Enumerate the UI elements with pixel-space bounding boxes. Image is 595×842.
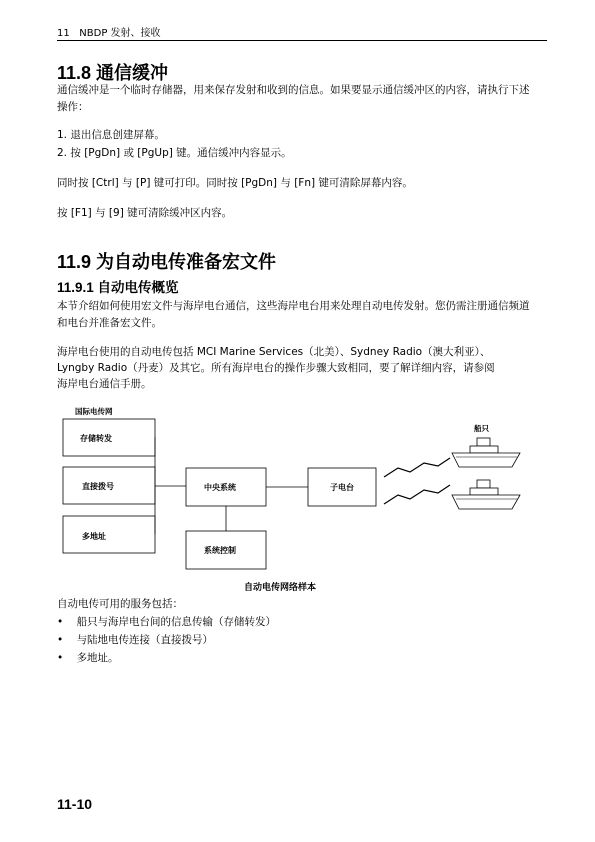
section-11-9-para2-line2: Lyngby Radio（丹麦）及其它。所有海岸电台的操作步骤大致相同，要了解详细内容，请参阅 [57,362,495,374]
sub-station-label: 子电台 [330,483,354,492]
section-11-9-para1: 本节介绍如何使用宏文件与海岸电台通信，这些海岸电台用来处理自动电传发射。您仍需注册通信频道和电台并准备宏文件。 [57,300,530,329]
radio-link-upper-icon [384,458,450,477]
clear-note: 按 [F1] 与 [9] 键可清除缓冲区内容。 [57,207,233,219]
store-forward-label: 存储转发 [80,434,112,443]
multi-address-label: 多地址 [82,532,106,541]
central-system-label: 中央系统 [204,483,236,492]
direct-dial-label: 直接拨号 [82,482,114,491]
services-item-text: 多地址。 [76,652,119,664]
ship-upper-icon [452,438,520,467]
radio-link-lower-icon [384,485,450,504]
section-11-9-para2-line1: 海岸电台使用的自动电传包括 MCI Marine Services（北美）、Sydney Radio（澳大利亚）、 [57,346,491,358]
services-item-text: 船只与海岸电台间的信息传输（存储转发） [76,616,277,628]
header-chapter: 11 [57,28,70,39]
step-2: 2. 按 [PgDn] 或 [PgUp] 键。通信缓冲内容显示。 [57,147,292,159]
ship-lower-icon [452,480,520,509]
step-1: 1. 退出信息创建屏幕。 [57,129,165,141]
section-11-9-para2-line3: 海岸电台通信手册。 [57,378,152,390]
bullet-icon: • [57,616,64,628]
bullet-icon: • [57,652,64,664]
multi-address-box [63,516,155,553]
section-11-8-intro: 通信缓冲是一个临时存储器，用来保存发射和收到的信息。如果要显示通信缓冲区的内容，请执行下述操作： [57,84,530,113]
page-number: 11-10 [57,796,93,812]
services-item [57,632,213,647]
bullet-icon: • [57,634,64,646]
diagram-caption: 自动电传网络样本 [244,583,317,593]
services-intro: 自动电传可用的服务包括： [57,598,183,610]
services-item-text: 与陆地电传连接（直接拨号） [76,634,214,646]
group-label: 国际电传网 [75,407,113,416]
header-title: NBDP 发射、接收 [79,28,161,39]
section-11-8-title: 11.8 通信缓冲 [57,63,169,83]
services-item [57,650,119,665]
section-11-9-title: 11.9 为自动电传准备宏文件 [57,252,277,272]
services-item [57,614,276,629]
system-control-label: 系统控制 [204,546,236,555]
section-11-9-1-title: 11.9.1 自动电传概览 [57,280,179,295]
ships-label: 船只 [474,424,489,433]
print-note: 同时按 [Ctrl] 与 [P] 键可打印。同时按 [PgDn] 与 [Fn] 键可清除屏幕内容。 [57,177,413,189]
